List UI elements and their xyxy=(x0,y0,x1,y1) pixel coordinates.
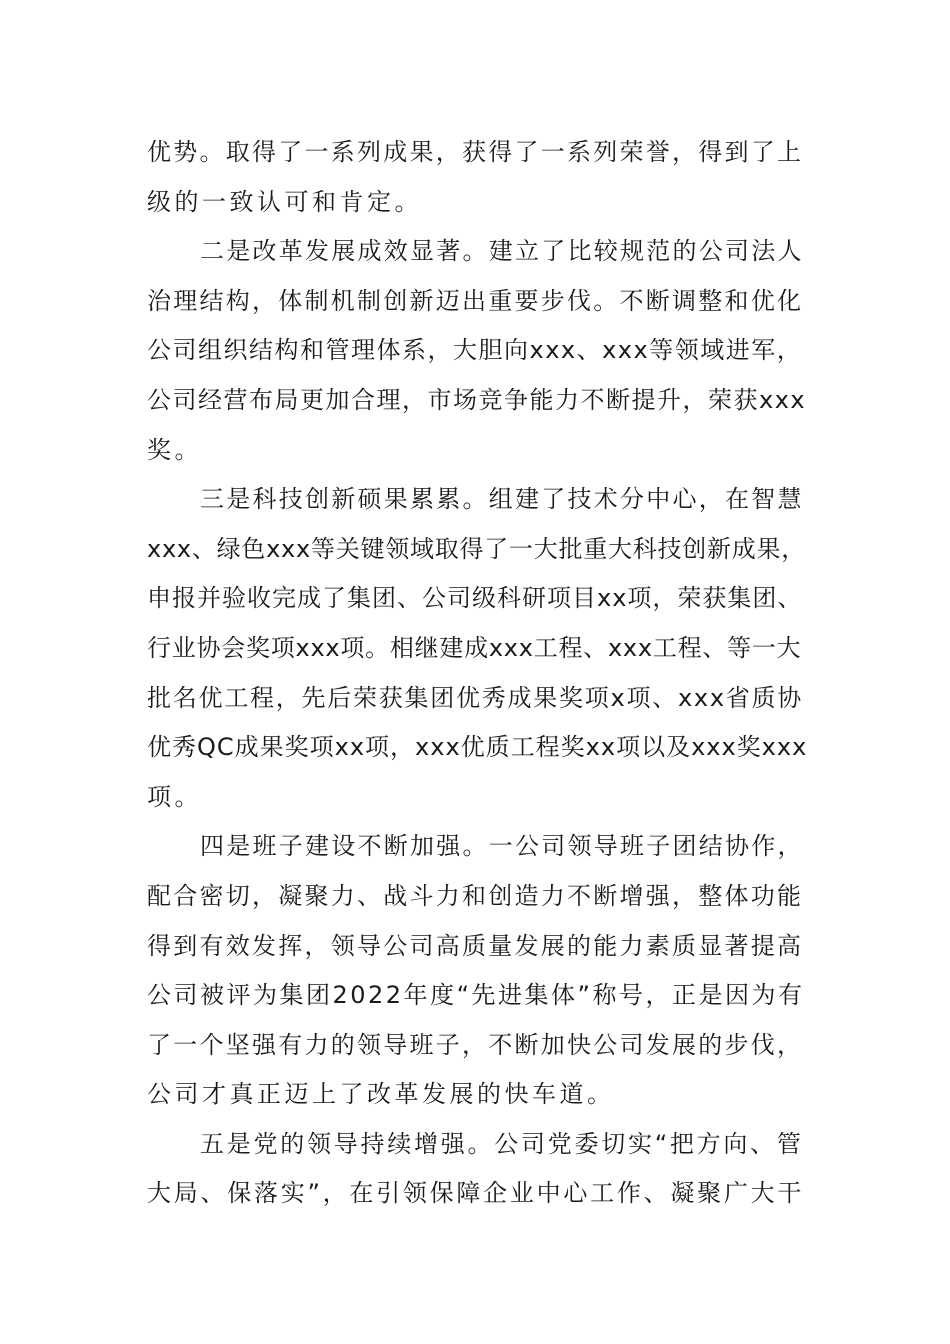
text-line: 级的一致认可和肯定。 xyxy=(147,187,422,216)
text-line: 配合密切，凝聚力、战斗力和创造力不断增强，整体功能 xyxy=(147,881,804,910)
text-line: 大局、保落实”，在引领保障企业中心工作、凝聚广大干 xyxy=(147,1179,805,1208)
text-line: 治理结构，体制机制创新迈出重要步伐。不断调整和优化 xyxy=(147,286,804,315)
text-line: 批名优工程，先后荣获集团优秀成果奖项x项、xxx省质协 xyxy=(147,683,804,712)
text-line: 公司被评为集团2022年度“先进集体”称号，正是因为有 xyxy=(147,981,805,1010)
text-line: xxx、绿色xxx等关键领域取得了一大批重大科技创新成果， xyxy=(147,534,806,563)
text-line: 得到有效发挥，领导公司高质量发展的能力素质显著提高 xyxy=(147,931,804,960)
text-line: 四是班子建设不断加强。一公司领导班子团结协作， xyxy=(200,832,804,861)
document-body xyxy=(147,128,807,1219)
text-line: 了一个坚强有力的领导班子，不断加快公司发展的步伐， xyxy=(147,1030,804,1059)
text-line: 三是科技创新硕果累累。组建了技术分中心，在智慧 xyxy=(200,485,804,514)
text-line: 五是党的领导持续增强。公司党委切实“把方向、管 xyxy=(200,1129,804,1158)
text-line: 优势。取得了一系列成果，获得了一系列荣誉，得到了上 xyxy=(147,138,804,166)
text-line: 申报并验收完成了集团、公司级科研项目xx项，荣获集团、 xyxy=(147,584,803,613)
text-line: 奖。 xyxy=(147,435,202,464)
text-line: 项。 xyxy=(147,782,202,811)
text-line: 公司组织结构和管理体系，大胆向xxx、xxx等领域进军， xyxy=(147,336,803,365)
text-line: 公司才真正迈上了改革发展的快车道。 xyxy=(147,1080,615,1109)
text-line: 公司经营布局更加合理，市场竞争能力不断提升，荣获xxx xyxy=(147,385,807,414)
text-line: 优秀QC成果奖项xx项，xxx优质工程奖xx项以及xxx奖xxx xyxy=(147,733,808,762)
text-line: 二是改革发展成效显著。建立了比较规范的公司法人 xyxy=(200,237,804,266)
text-line: 行业协会奖项xxx项。相继建成xxx工程、xxx工程、等一大 xyxy=(147,633,802,662)
